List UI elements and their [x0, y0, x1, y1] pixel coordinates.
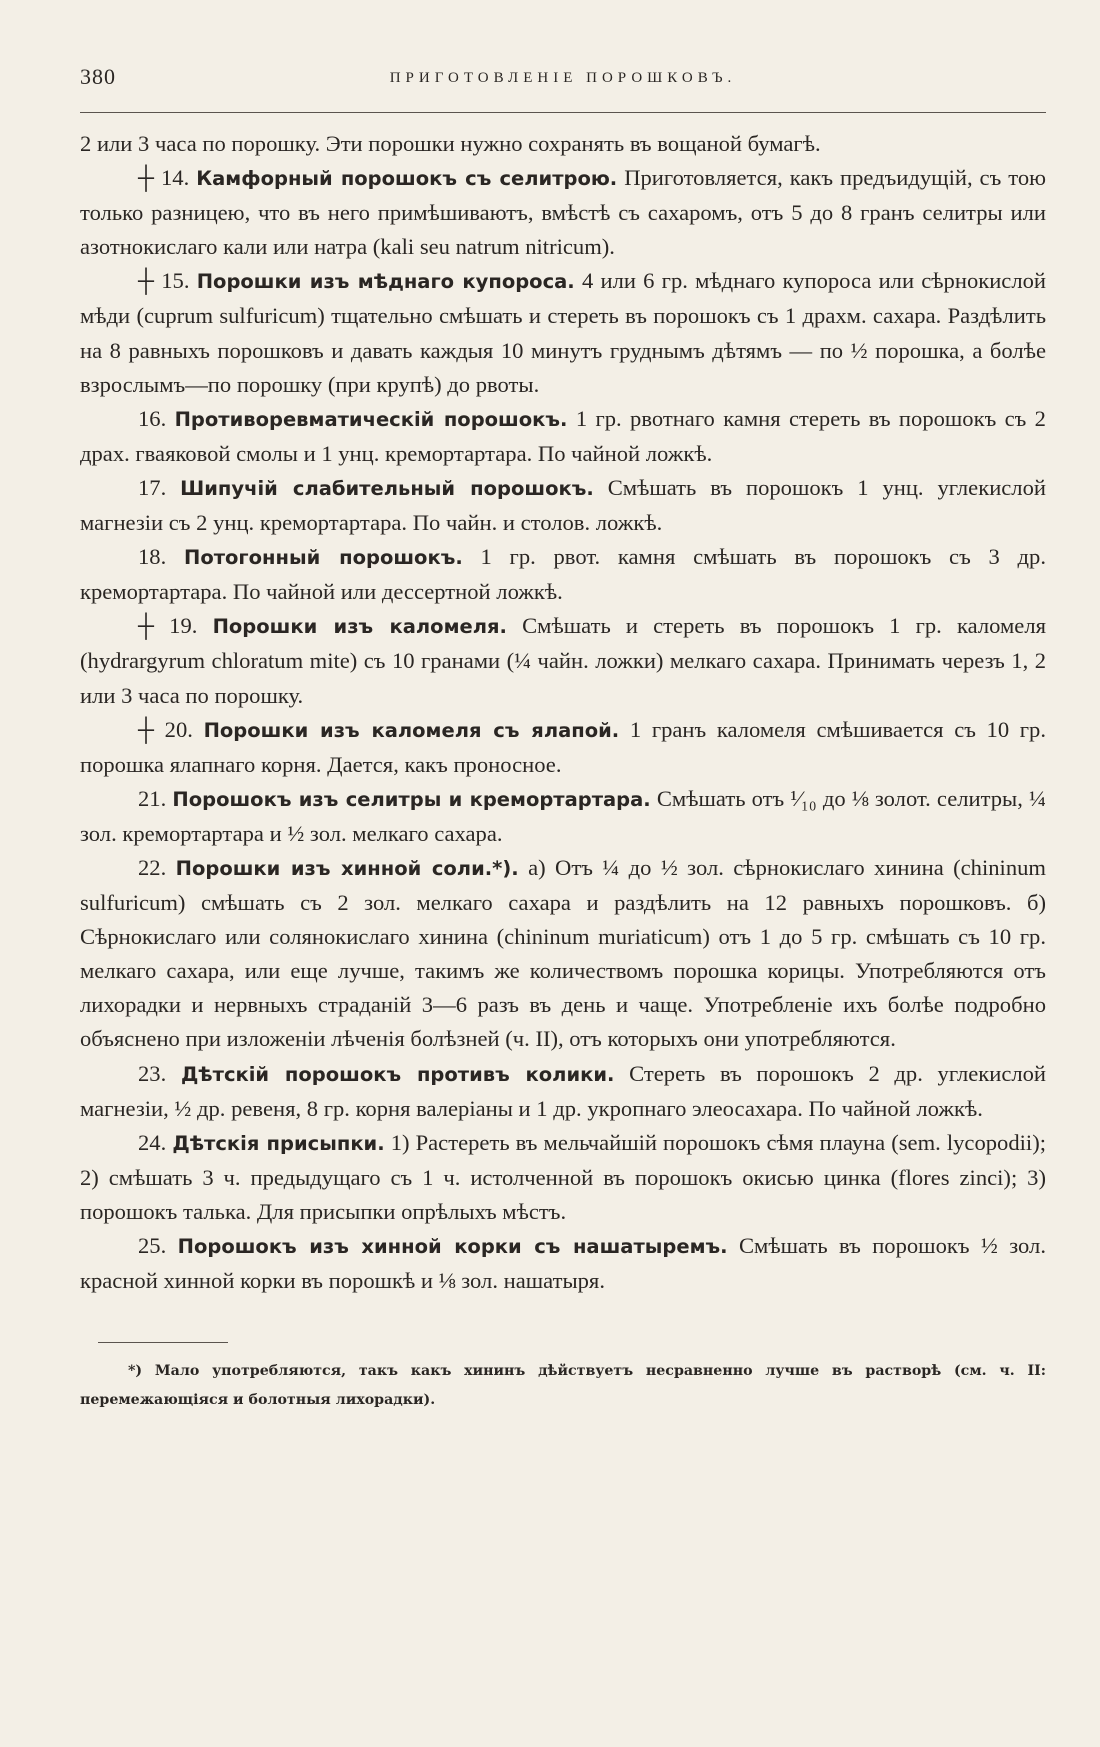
- page-number: 380: [80, 64, 116, 89]
- recipe-number: 20.: [164, 716, 193, 742]
- recipe-text: 1 гр. рвотнаго камня стереть въ порошокъ съ 2 драх. гваяковой смолы и 1 унц. кремортартара. По чайной ложкѣ.: [80, 405, 1046, 466]
- recipe-number: 15.: [161, 268, 190, 294]
- recipe-heading: Дѣтскія присыпки.: [172, 1131, 385, 1155]
- recipe-heading: Камфорный порошокъ съ селитрою.: [196, 167, 618, 191]
- recipe-heading: Порошки изъ хинной соли.*).: [175, 856, 519, 880]
- recipe-text: а) Отъ ¼ до ½ зол. сѣрнокислаго хинина (chininum sulfuricum) смѣшать съ 2 зол. мелкаго сахара и раздѣлить на 12 равныхъ порошковъ. б) Сѣрнокислаго или солянокислаго хинина (chininum muriaticum) отъ 1 до 5 гр. смѣшать съ 10 гр. мелкаго сахара, или еще лучше, такимъ же количествомъ порошка корицы. Употребляются отъ лихорадки и нервныхъ страданій 3—6 разъ въ день и чаще. Употребленіе ихъ болѣе подробно объяснено при изложеніи лѣченія болѣзней (ч. II), отъ которыхъ они употребляются.: [80, 854, 1046, 1052]
- recipe-paragraph: [80, 264, 1046, 401]
- recipe-text: 1 гр. рвот. камня смѣшать въ порошокъ съ 3 др. кремортартара. По чайной или дессертной ложкѣ.: [80, 544, 1046, 605]
- recipe-number: 22.: [138, 854, 167, 880]
- recipe-paragraph: [80, 540, 1046, 609]
- recipe-text: Смѣшать и стереть въ порошокъ 1 гр. каломеля (hydrargyrum chloratum mite) съ 10 гранами (¼ чайн. ложки) мелкаго сахара. Принимать черезъ 1, 2 или 3 часа по порошку.: [80, 613, 1046, 708]
- recipe-paragraph: [80, 713, 1046, 782]
- recipe-text: Смѣшать отъ ¹⁄₁₀ до ⅛ золот. селитры, ¼ зол. кремортартара и ½ зол. мелкаго сахара.: [80, 785, 1046, 846]
- cross-mark: ┼: [138, 268, 155, 294]
- recipe-number: 21.: [138, 785, 167, 811]
- recipe-number: 19.: [169, 613, 198, 639]
- cross-mark: ┼: [138, 165, 155, 191]
- recipe-heading: Порошки изъ мѣднаго купороса.: [196, 270, 575, 294]
- recipe-heading: Порошокъ изъ хинной корки съ нашатыремъ.: [177, 1235, 728, 1258]
- recipe-paragraph: [80, 1126, 1046, 1229]
- recipe-heading: Порошокъ изъ селитры и кремортартара.: [172, 787, 651, 811]
- header-rule: [80, 112, 1046, 113]
- page-body: [80, 127, 1046, 1298]
- running-head: [80, 60, 1046, 100]
- paragraph-text: 2 или 3 часа по порошку. Эти порошки нужно сохранять въ вощаной бумагѣ.: [80, 131, 821, 156]
- recipe-paragraph: [80, 1057, 1046, 1126]
- recipe-text: Смѣшать въ порошокъ 1 унц. углекислой магнезіи съ 2 унц. кремортартара. По чайн. и столов. ложкѣ.: [80, 474, 1046, 536]
- footnote: *) Мало употребляются, такъ какъ хининъ дѣйствуетъ несравненно лучше въ растворѣ (см. ч. II: перемежающіяся и болотныя лихорадки).: [80, 1363, 1046, 1409]
- recipe-paragraph: [80, 402, 1046, 471]
- recipe-heading: Потогонный порошокъ.: [184, 546, 463, 570]
- recipe-text: 1 гранъ каломеля смѣшивается съ 10 гр. порошка ялапнаго корня. Дается, какъ проносное.: [80, 716, 1047, 777]
- recipe-text: Стереть въ порошокъ 2 др. углекислой магнезіи, ½ др. ревеня, 8 гр. корня валеріаны и 1 др. укропнаго элеосахара. По чайной ложкѣ.: [80, 1060, 1047, 1121]
- recipe-text: Смѣшать въ порошокъ ½ зол. красной хинной корки въ порошкѣ и ⅛ зол. нашатыря.: [80, 1233, 1046, 1294]
- recipe-paragraph: [80, 782, 1046, 851]
- cross-mark: ┼: [138, 716, 155, 742]
- recipe-paragraph: [80, 471, 1046, 540]
- recipe-heading: Дѣтскій порошокъ противъ колики.: [180, 1062, 615, 1086]
- running-title: ПРИГОТОВЛЕНІЕ ПОРОШКОВЪ.: [389, 70, 737, 86]
- cross-mark: ┼: [138, 613, 155, 639]
- footnote-rule: [98, 1342, 228, 1343]
- recipe-text: 1) Растереть въ мельчайшій порошокъ сѣмя плауна (sem. lycopodii); 2) смѣшать 3 ч. предыдущаго съ 1 ч. истолченной въ порошокъ окисью цинка (flores zinci); 3) порошокъ талька. Для присыпки опрѣлыхъ мѣстъ.: [80, 1129, 1047, 1224]
- recipe-heading: Противоревматическій порошокъ.: [174, 407, 568, 431]
- paragraph: [80, 127, 1046, 161]
- recipe-heading: Порошки изъ каломеля.: [212, 615, 507, 639]
- recipe-number: 24.: [138, 1129, 167, 1155]
- recipe-number: 18.: [138, 544, 167, 570]
- recipe-heading: Порошки изъ каломеля съ ялапой.: [203, 718, 620, 742]
- recipe-number: 17.: [138, 474, 167, 500]
- recipe-text: Приготовляется, какъ предъидущій, съ тою только разницею, что въ него примѣшиваютъ, вмѣстѣ съ сахаромъ, отъ 5 до 8 гранъ селитры или азотнокислаго кали или натра (kali seu natrum nitricum).: [80, 165, 1046, 260]
- recipe-text: 4 или 6 гр. мѣднаго купороса или сѣрнокислой мѣди (cuprum sulfuricum) тщательно смѣшать и стереть въ порошокъ съ 1 драхм. сахара. Раздѣлить на 8 равныхъ порошковъ и давать каждыя 10 минутъ груднымъ дѣтямъ — по ½ порошка, а болѣе взрослымъ—по порошку (при крупѣ) до рвоты.: [80, 268, 1047, 397]
- recipe-paragraph: [80, 161, 1046, 264]
- recipe-number: 16.: [138, 405, 167, 431]
- recipe-paragraph: [80, 609, 1046, 712]
- recipe-paragraph: [80, 851, 1046, 1057]
- recipe-paragraph: [80, 1229, 1046, 1298]
- recipe-number: 14.: [160, 165, 190, 191]
- recipe-number: 25.: [138, 1233, 167, 1258]
- recipe-heading: Шипучій слабительный порошокъ.: [180, 476, 594, 500]
- recipe-number: 23.: [138, 1060, 167, 1086]
